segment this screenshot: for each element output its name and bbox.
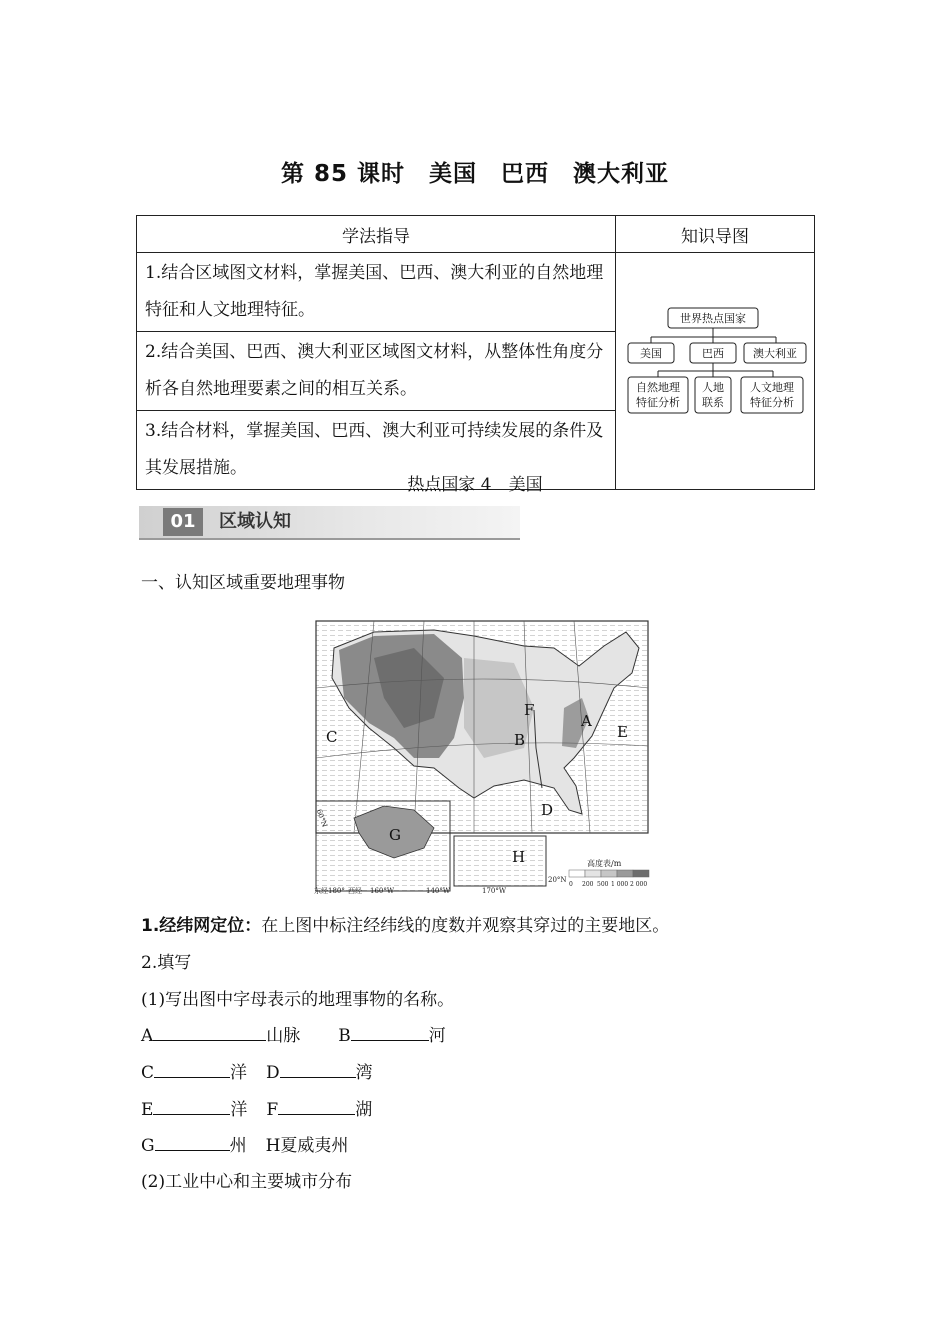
usa-map	[314, 618, 654, 896]
intro-heading: 一、认知区域重要地理事物	[141, 573, 345, 593]
map-label-h: H	[512, 848, 526, 866]
legend-swatch-4	[617, 870, 633, 877]
mindmap-aspect-3a: 人文地理	[750, 381, 794, 394]
fill-row-4	[141, 1131, 348, 1156]
lon-label-160w: 160°W	[370, 887, 395, 895]
question-2-2: (2)工业中心和主要城市分布	[141, 1172, 353, 1192]
fill-letter-h: H	[265, 1136, 281, 1156]
fill-row-2	[141, 1058, 373, 1083]
map-label-f: F	[524, 701, 535, 719]
question-2-1: (1)写出图中字母表示的地理事物的名称。	[141, 990, 455, 1010]
legend-swatch-3	[601, 870, 617, 877]
lon-label-west: 西经	[348, 887, 362, 895]
hawaii-inset-frame	[454, 836, 546, 886]
fill-letter-a: A	[141, 1026, 154, 1046]
legend-tick-1000: 1 000	[611, 881, 629, 888]
blank-b[interactable]	[351, 1024, 429, 1041]
legend-swatch-2	[585, 870, 601, 877]
mindmap-root: 世界热点国家	[680, 312, 746, 325]
mindmap-aspect-1a: 自然地理	[636, 381, 680, 394]
lat-label-60n: 60°N	[314, 808, 329, 829]
legend-tick-0: 0	[569, 881, 573, 888]
legend-tick-500: 500	[597, 881, 609, 888]
mindmap-aspect-2a: 人地	[702, 381, 724, 394]
mindmap-aspect-2b: 联系	[702, 396, 724, 409]
fill-row-1	[141, 1021, 446, 1046]
map-label-g: G	[389, 826, 401, 844]
legend-tick-200: 200	[582, 881, 594, 888]
mindmap-country-3: 澳大利亚	[753, 347, 797, 360]
fill-letter-b: B	[338, 1026, 351, 1046]
fill-letter-d: D	[266, 1063, 280, 1083]
legend-title: 高度表/m	[587, 859, 622, 868]
fill-letter-e: E	[141, 1100, 154, 1120]
country-subheading: 热点国家 4 美国	[407, 475, 543, 495]
fill-suffix-d: 湾	[355, 1063, 373, 1083]
blank-e[interactable]	[153, 1098, 230, 1115]
mindmap-country-1: 美国	[640, 347, 662, 360]
section-banner	[139, 506, 520, 540]
mindmap-aspect-1b: 特征分析	[636, 396, 680, 409]
elevation-legend	[569, 858, 649, 888]
question-2: 2.填写	[141, 953, 192, 973]
q1-number: 1.	[141, 916, 160, 936]
lat-label-20n: 20°N	[548, 876, 567, 884]
fill-suffix-f: 湖	[355, 1100, 373, 1120]
page-title: 第 85 课时 美国 巴西 澳大利亚	[280, 161, 670, 187]
blank-f[interactable]	[278, 1098, 355, 1115]
col-header-method: 学法指导	[137, 216, 616, 253]
map-label-c: C	[326, 728, 338, 746]
lon-label-180e: 东经180°	[314, 887, 345, 895]
map-label-d: D	[541, 801, 554, 819]
lon-label-170w: 170°W	[482, 887, 507, 895]
study-guide-table	[136, 215, 815, 490]
fill-suffix-a: 山脉	[266, 1026, 301, 1046]
section-number: 01	[163, 508, 203, 536]
guide-item-3: 3.结合材料，掌握美国、巴西、澳大利亚可持续发展的条件及其发展措施。	[137, 411, 616, 490]
fill-letter-c: C	[141, 1063, 155, 1083]
q1-text: 在上图中标注经纬线的度数并观察其穿过的主要地区。	[261, 916, 670, 936]
blank-g[interactable]	[155, 1134, 230, 1151]
mindmap-diagram	[616, 265, 814, 477]
mindmap-aspect-3b: 特征分析	[750, 396, 794, 409]
lon-label-140w: 140°W	[426, 887, 451, 895]
fill-suffix-c: 洋	[230, 1063, 248, 1083]
q1-label: 经纬网定位：	[159, 916, 262, 936]
legend-swatch-5	[633, 870, 649, 877]
mindmap-country-2: 巴西	[702, 347, 724, 360]
fill-suffix-b: 河	[428, 1026, 446, 1046]
fill-letter-f: F	[266, 1100, 279, 1120]
fill-suffix-g: 州	[229, 1136, 247, 1156]
fill-suffix-e: 洋	[230, 1100, 248, 1120]
map-label-a: A	[581, 712, 592, 730]
guide-item-2: 2.结合美国、巴西、澳大利亚区域图文材料，从整体性角度分析各自然地理要素之间的相互关系。	[137, 332, 616, 411]
fill-row-3	[141, 1095, 372, 1120]
legend-swatch-1	[569, 870, 585, 877]
guide-item-1: 1.结合区域图文材料，掌握美国、巴西、澳大利亚的自然地理特征和人文地理特征。	[137, 253, 616, 332]
legend-tick-2000: 2 000	[630, 881, 648, 888]
fill-suffix-h: 夏威夷州	[280, 1136, 349, 1156]
blank-d[interactable]	[280, 1061, 356, 1078]
map-label-b: B	[514, 731, 526, 749]
blank-c[interactable]	[154, 1061, 230, 1078]
map-label-e: E	[617, 723, 628, 741]
col-header-map: 知识导图	[616, 216, 815, 253]
blank-a[interactable]	[153, 1024, 266, 1041]
section-title: 区域认知	[219, 511, 291, 532]
fill-letter-g: G	[141, 1136, 155, 1156]
mindmap-cell	[616, 253, 815, 490]
question-1	[141, 911, 669, 936]
